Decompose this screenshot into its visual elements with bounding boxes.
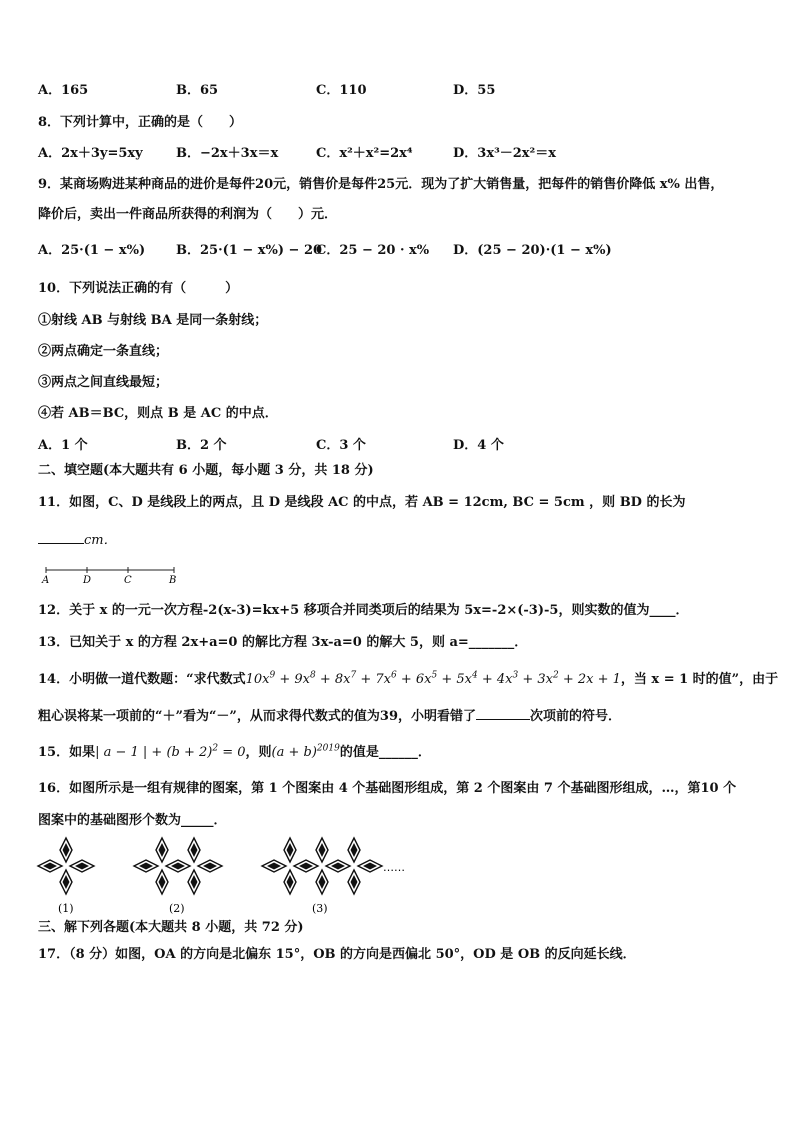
q15-condition: | a − 1 | + $(b + 2)^2 = 0$ — [95, 743, 246, 760]
q17-stem: 17．（8 分）如图，OA 的方向是北偏东 15°，OB 的方向是西偏北 50°，OD 是 OB 的反向延长线． — [38, 947, 636, 962]
q14-suffix: ，当 x = 1 时的值”，由于 — [620, 672, 779, 687]
q10-item-2: ②两点确定一条直线； — [38, 344, 169, 359]
q16-pattern-figure — [36, 834, 416, 918]
q9-option-b: B．25·(1 − x%) − 20 — [176, 243, 323, 258]
q14-line2 — [38, 706, 621, 726]
q10-item-3: ③两点之间直线最短； — [38, 375, 169, 390]
q11-blank — [38, 530, 84, 544]
q15-expression: $(a + b)^{2019}$ — [271, 743, 340, 760]
q10-stem: 10．下列说法正确的有（ ） — [38, 281, 239, 296]
q9-option-c: C．25 − 20 · x% — [316, 243, 430, 258]
section-3-heading: 三、解下列各题(本大题共 8 小题，共 72 分) — [38, 920, 304, 935]
q9-option-a: A．25·(1 − x%) — [38, 243, 146, 258]
q10-item-4: ④若 AB＝BC，则点 B 是 AC 的中点． — [38, 406, 278, 421]
q7-option-c: C．110 — [316, 83, 367, 98]
q10-option-a: A．1 个 — [38, 438, 88, 453]
q14-blank — [476, 706, 530, 720]
q9-stem-line1: 9．某商场购进某种商品的进价是每件20元，销售价是每件25元．现为了扩大销售量，把每件的销售价降低 x% 出售， — [38, 177, 724, 192]
q15-middle: ，则 — [245, 745, 272, 760]
pattern-1 — [38, 838, 94, 894]
pattern-ellipsis: …… — [383, 861, 405, 874]
q8-option-d: D．3x³－2x²＝x — [453, 146, 557, 161]
q11-answer-line — [38, 530, 117, 550]
pattern-3 — [262, 838, 382, 894]
q10-option-c: C．3 个 — [316, 438, 366, 453]
q8-option-c: C．x²＋x²=2x⁴ — [316, 146, 413, 161]
q8-stem: 8．下列计算中，正确的是（ ） — [38, 115, 243, 130]
q8-option-a: A．2x＋3y=5xy — [38, 146, 143, 161]
q9-option-d: D．(25 − 20)·(1 − x%) — [453, 243, 612, 258]
q13-stem: 13．已知关于 x 的方程 2x+a=0 的解比方程 3x-a=0 的解大 5，则 a=_______． — [38, 635, 528, 650]
pattern-caption-2: (2) — [169, 902, 185, 915]
q14-polynomial: $10x^9 + 9x^8 + 8x^7 + 7x^6 + 6x^5 + 5x^4 + 4x^3 + 3x^2 + 2x + 1$ — [245, 670, 621, 687]
q14-line2-prefix: 粗心误将某一项前的“＋”看为“－”，从而求得代数式的值为39，小明看错了 — [38, 709, 477, 724]
pattern-caption-1: (1) — [58, 902, 74, 915]
q16-line2: 图案中的基础图形个数为_____． — [38, 813, 227, 828]
point-b-label: B — [169, 575, 177, 586]
q10-option-b: B．2 个 — [176, 438, 227, 453]
q14-line1 — [38, 671, 778, 689]
point-d-label: D — [83, 575, 92, 586]
q11-segment-figure — [38, 562, 183, 586]
point-c-label: C — [124, 575, 132, 586]
q14-line2-suffix: 次项前的符号． — [530, 709, 622, 724]
q7-option-a: A．165 — [38, 83, 89, 98]
section-2-heading: 二、填空题(本大题共有 6 小题，每小题 3 分，共 18 分) — [38, 463, 374, 478]
q15-prefix: 15．如果 — [38, 745, 96, 760]
q16-line1: 16．如图所示是一组有规律的图案，第 1 个图案由 4 个基础图形组成，第 2 个图案由 7 个基础图形组成，…，第10 个 — [38, 781, 737, 796]
q10-option-d: D．4 个 — [453, 438, 504, 453]
q14-prefix: 14．小明做一道代数题：“求代数式 — [38, 672, 246, 687]
point-a-label: A — [42, 575, 50, 586]
pattern-2 — [134, 838, 222, 894]
q12-stem: 12．关于 x 的一元一次方程-2(x-3)=kx+5 移项合并同类项后的结果为 5x=-2×(-3)-5，则实数的值为____． — [38, 603, 689, 618]
q7-option-b: B．65 — [176, 83, 219, 98]
q15-suffix: 的值是______． — [339, 745, 431, 760]
pattern-caption-3: (3) — [312, 902, 328, 915]
q7-option-d: D．55 — [453, 83, 496, 98]
q11-stem: 11．如图，C、D 是线段上的两点，且 D 是线段 AC 的中点，若 AB = 12cm, BC = 5cm ，则 BD 的长为 — [38, 495, 686, 510]
q9-stem-line2: 降价后，卖出一件商品所获得的利润为（ ）元． — [38, 207, 338, 222]
q10-item-1: ①射线 AB 与射线 BA 是同一条射线； — [38, 313, 268, 328]
q8-option-b: B．−2x＋3x＝x — [176, 146, 279, 161]
q15-stem — [38, 744, 431, 762]
q11-unit: cm． — [84, 533, 117, 548]
